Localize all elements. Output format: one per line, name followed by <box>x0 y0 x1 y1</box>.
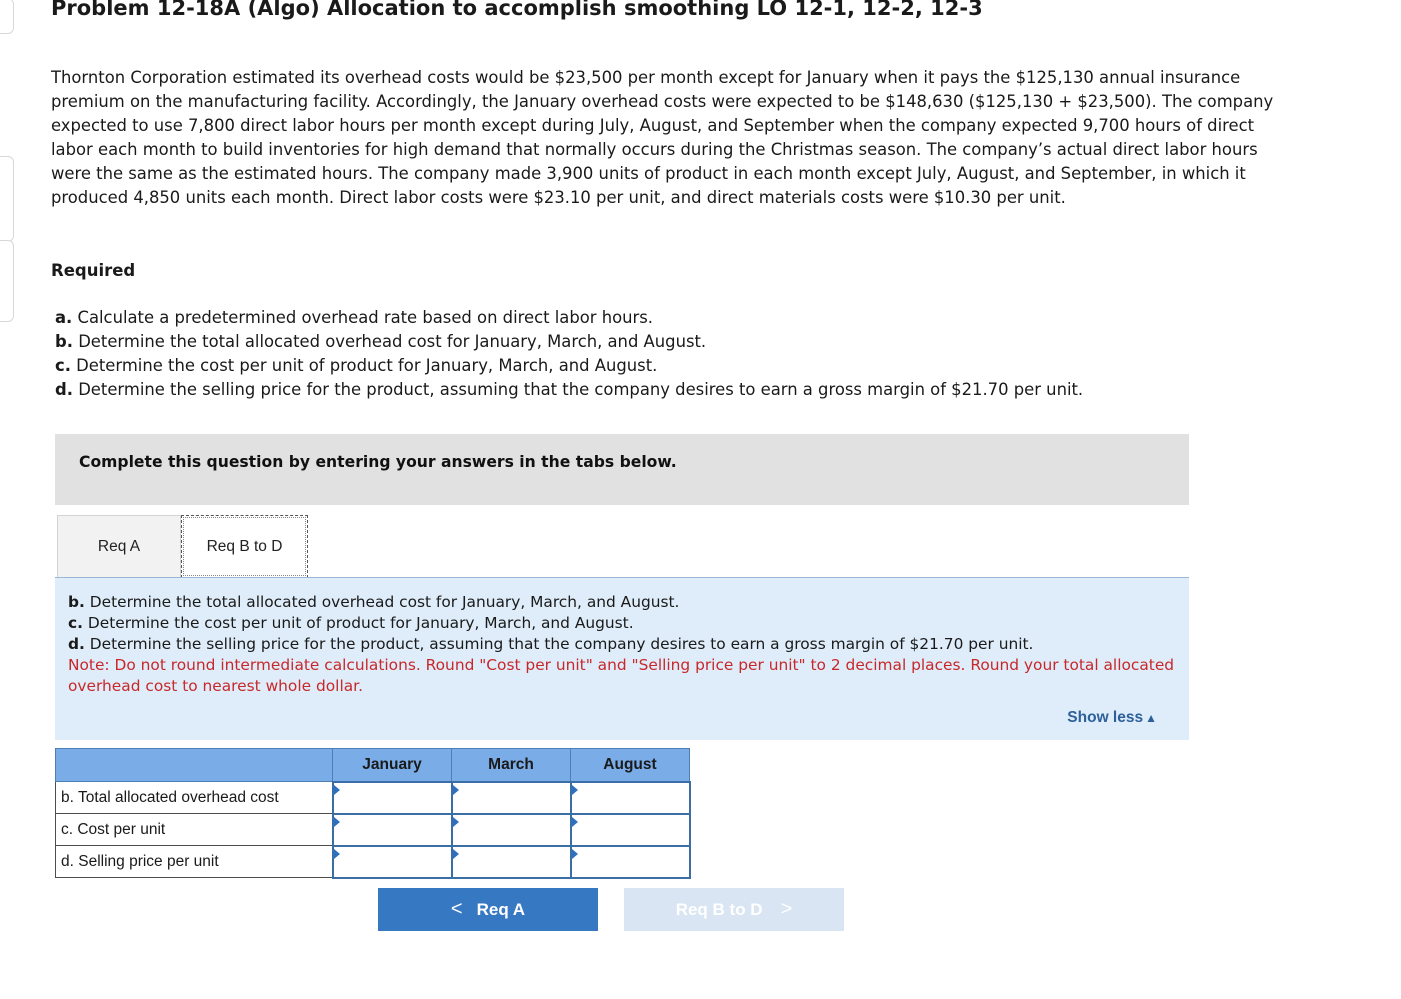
march-cost-per-unit-field[interactable] <box>453 815 570 845</box>
question-text <box>68 592 1178 697</box>
input-flag-icon <box>334 785 340 795</box>
column-header-january: January <box>333 749 452 782</box>
january-selling-price-input[interactable] <box>333 846 452 878</box>
input-flag-icon <box>453 817 459 827</box>
row-label-total-overhead: b. Total allocated overhead cost <box>56 782 333 814</box>
answer-table <box>55 748 691 879</box>
prev-req-a-button[interactable]: < Req A <box>378 888 598 931</box>
chevron-left-icon: < <box>450 898 463 920</box>
table-row <box>56 846 690 878</box>
question-panel <box>55 578 1189 740</box>
next-req-b-to-d-button[interactable]: Req B to D > <box>624 888 844 931</box>
tab-req-b-to-d[interactable]: Req B to D <box>181 515 308 578</box>
input-flag-icon <box>453 849 459 859</box>
rounding-note: Note: Do not round intermediate calculations. Round "Cost per unit" and "Selling price per unit" to 2 decimal places. Round your total allocated overhead cost to nearest whole dollar. <box>68 656 1175 695</box>
question-item-b: b. Determine the total allocated overhead cost for January, March, and August. <box>68 593 680 611</box>
input-flag-icon <box>572 849 578 859</box>
required-item-b: b. Determine the total allocated overhead cost for January, March, and August. <box>55 332 707 351</box>
input-flag-icon <box>334 849 340 859</box>
column-header-march: March <box>452 749 571 782</box>
march-selling-price-input[interactable] <box>452 846 571 878</box>
required-list <box>55 306 1083 402</box>
january-selling-price-field[interactable] <box>334 847 451 877</box>
january-cost-per-unit-input[interactable] <box>333 814 452 846</box>
column-header-august: August <box>571 749 690 782</box>
january-total-overhead-input[interactable] <box>333 782 452 814</box>
row-label-selling-price: d. Selling price per unit <box>56 846 333 878</box>
table-header-row <box>56 749 690 782</box>
row-label-cost-per-unit: c. Cost per unit <box>56 814 333 846</box>
march-total-overhead-input[interactable] <box>452 782 571 814</box>
august-selling-price-input[interactable] <box>571 846 690 878</box>
tab-req-a[interactable]: Req A <box>57 515 181 578</box>
instruction-bar <box>55 434 1189 505</box>
input-flag-icon <box>572 817 578 827</box>
table-row <box>56 782 690 814</box>
august-selling-price-field[interactable] <box>572 847 689 877</box>
question-item-c: c. Determine the cost per unit of product for January, March, and August. <box>68 614 634 632</box>
side-tab-middle <box>0 156 14 242</box>
august-total-overhead-field[interactable] <box>572 783 689 813</box>
march-cost-per-unit-input[interactable] <box>452 814 571 846</box>
triangle-up-icon: ▲ <box>1145 711 1157 725</box>
august-total-overhead-input[interactable] <box>571 782 690 814</box>
table-header-blank <box>56 749 333 782</box>
input-flag-icon <box>453 785 459 795</box>
january-cost-per-unit-field[interactable] <box>334 815 451 845</box>
required-item-a: a. Calculate a predetermined overhead rate based on direct labor hours. <box>55 308 654 327</box>
problem-title: Problem 12-18A (Algo) Allocation to accomplish smoothing LO 12-1, 12-2, 12-3 <box>51 0 983 20</box>
side-tab-bottom <box>0 240 14 322</box>
required-heading: Required <box>51 261 136 280</box>
chevron-right-icon: > <box>780 898 793 920</box>
august-cost-per-unit-field[interactable] <box>572 815 689 845</box>
august-cost-per-unit-input[interactable] <box>571 814 690 846</box>
question-item-d: d. Determine the selling price for the product, assuming that the company desires to earn a gross margin of $21.70 per unit. <box>68 635 1034 653</box>
required-item-d: d. Determine the selling price for the product, assuming that the company desires to earn a gross margin of $21.70 per unit. <box>55 380 1084 399</box>
january-total-overhead-field[interactable] <box>334 783 451 813</box>
march-total-overhead-field[interactable] <box>453 783 570 813</box>
side-tab-top <box>0 0 14 34</box>
input-flag-icon <box>572 785 578 795</box>
show-less-link[interactable]: Show less ▲ <box>1067 709 1157 726</box>
required-item-c: c. Determine the cost per unit of product for January, March, and August. <box>55 356 658 375</box>
input-flag-icon <box>334 817 340 827</box>
problem-intro: Thornton Corporation estimated its overhead costs would be $23,500 per month except for January when it pays the $125,130 annual insurance premium on the manufacturing facility. Accordingly, the January overhead costs were expected to be $148,630 ($125,130 + $23,500). The company expected to use 7,800 direct labor hours per month except during July, August, and September when the company expected 9,700 hours of direct labor each month to build inventories for high demand that normally occurs during the Christmas season. The company’s actual direct labor hours were the same as the estimated hours. The company made 3,900 units of product in each month except July, August, and September, in which it produced 4,850 units each month. Direct labor costs were $23.10 per unit, and direct materials costs were $10.30 per unit. <box>51 68 1274 207</box>
march-selling-price-field[interactable] <box>453 847 570 877</box>
instruction-text: Complete this question by entering your answers in the tabs below. <box>79 453 677 471</box>
table-row <box>56 814 690 846</box>
